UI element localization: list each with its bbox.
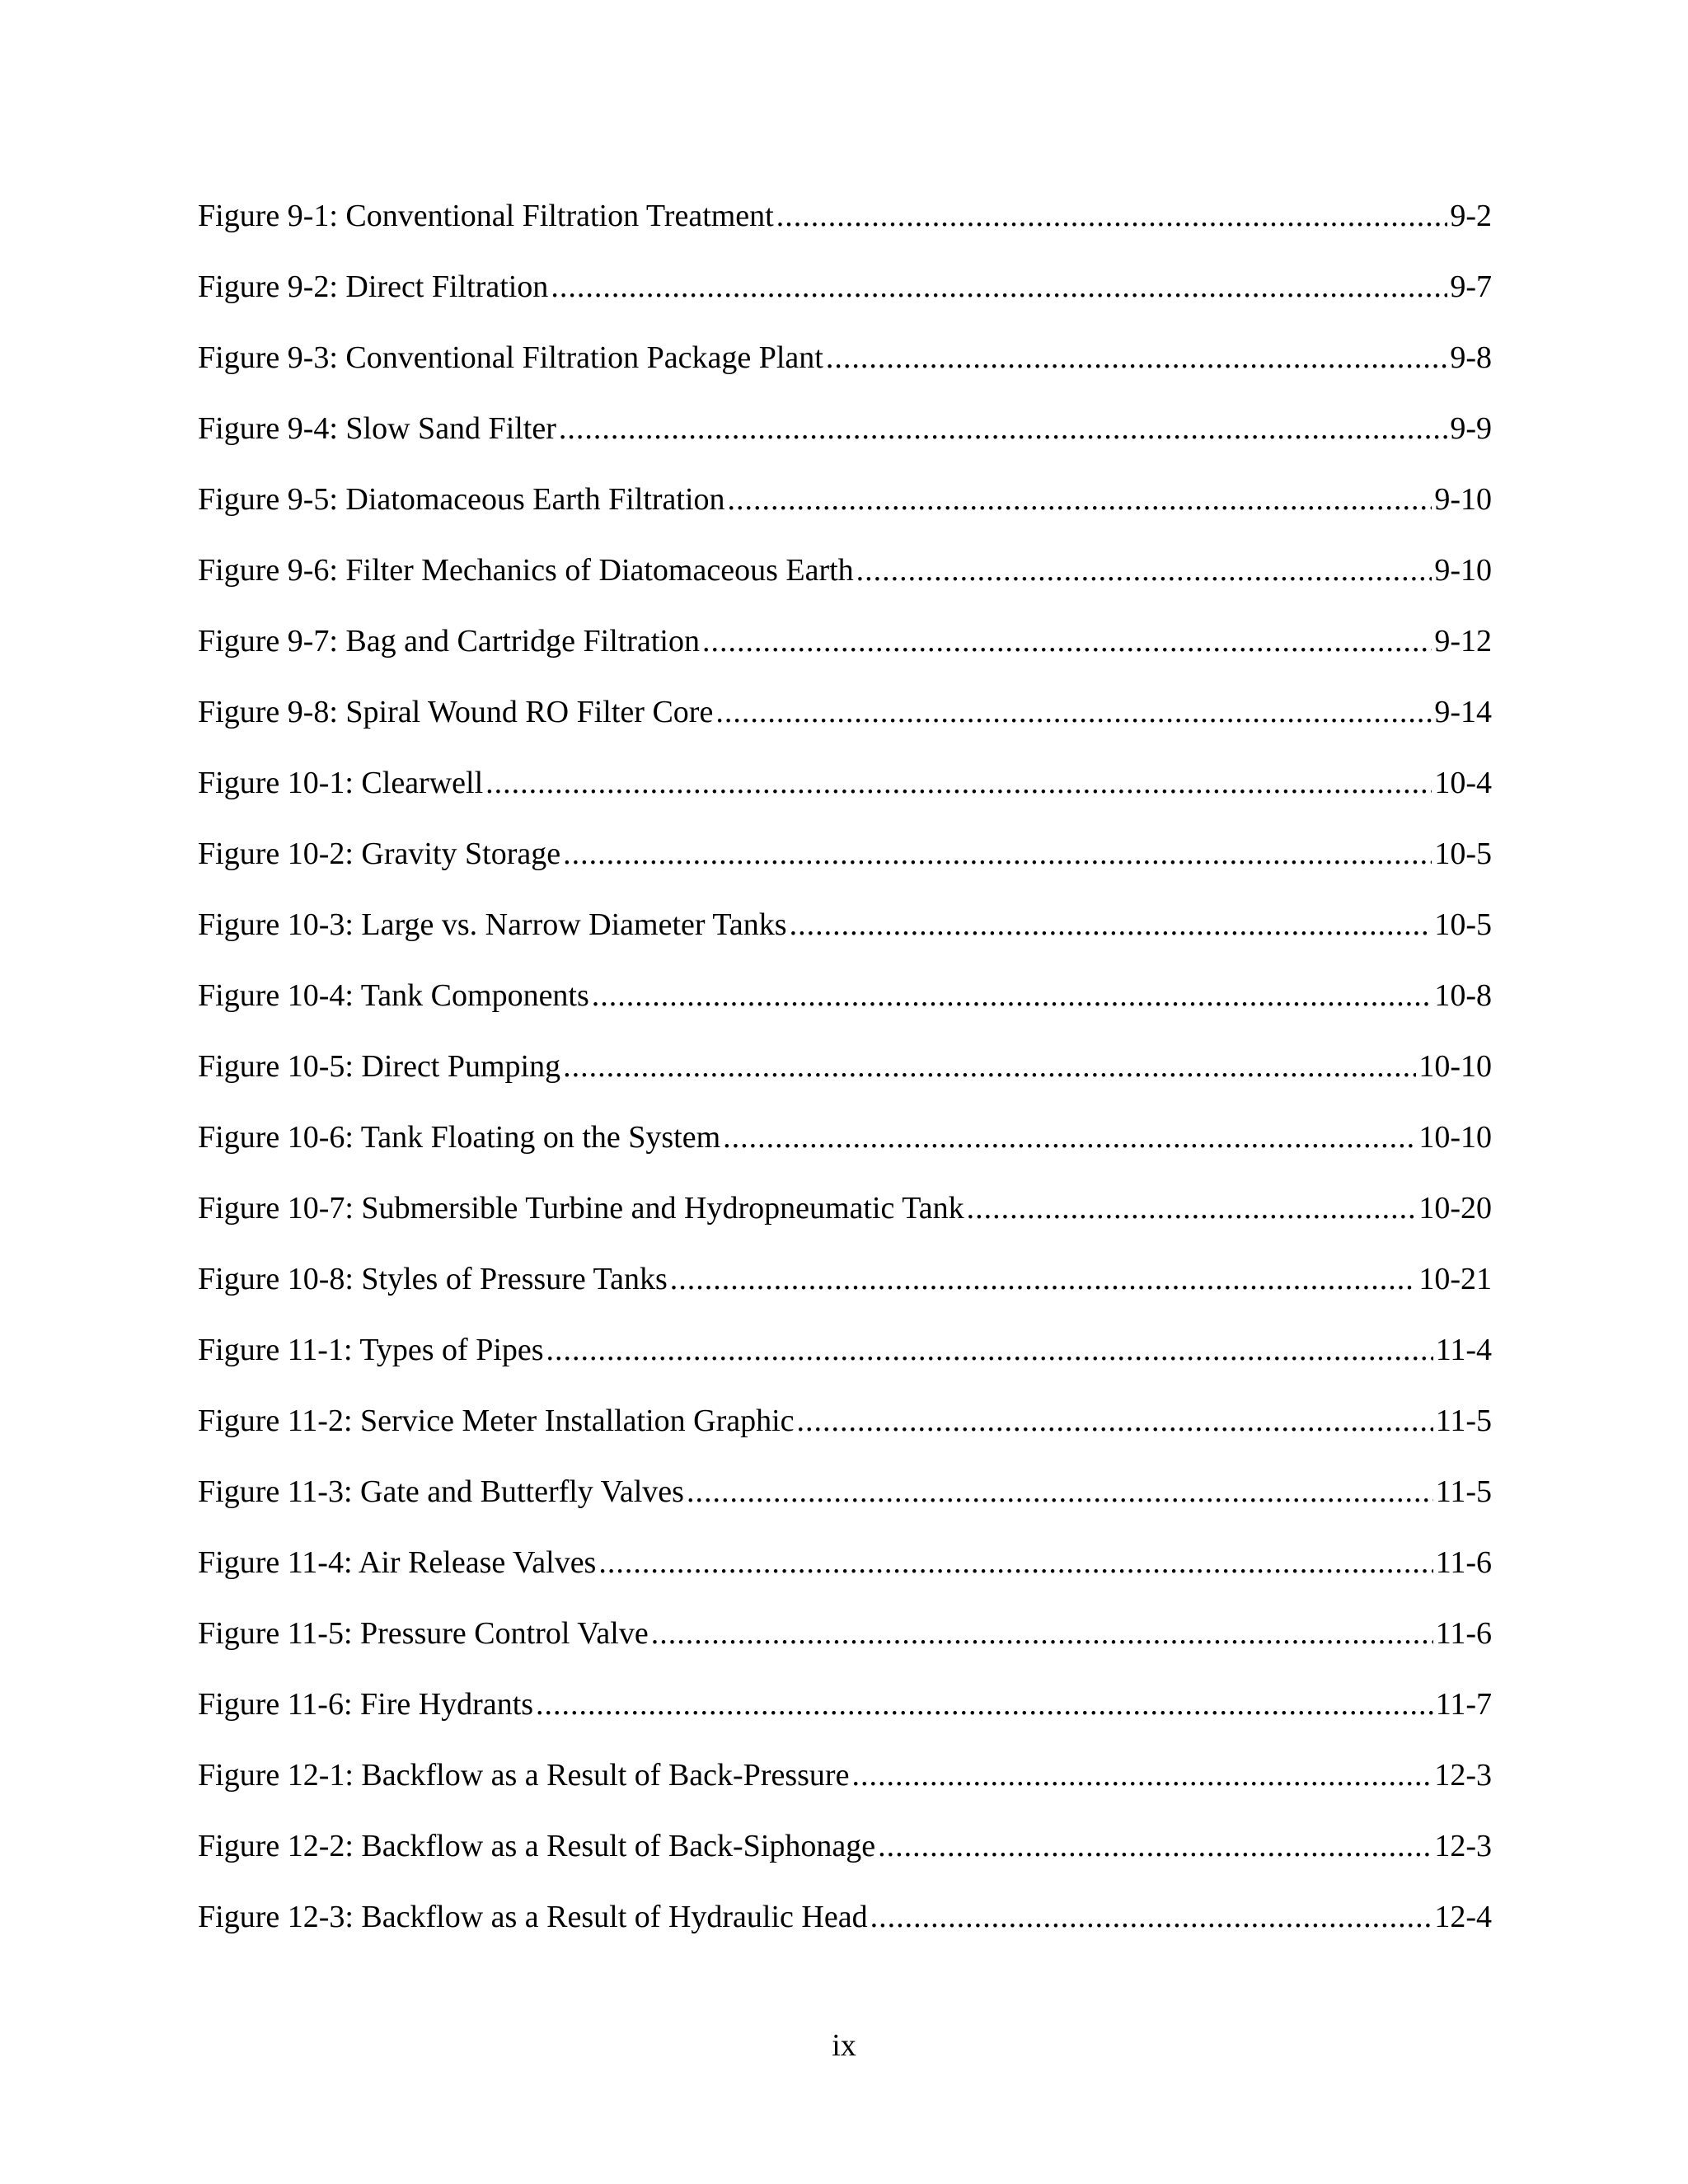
toc-entry bbox=[198, 194, 1492, 265]
toc-entry-page: 9-9 bbox=[1450, 411, 1492, 446]
toc-entry-page: 9-8 bbox=[1450, 340, 1492, 375]
toc-entry-title: Figure 10-7: Submersible Turbine and Hydropneumatic Tank bbox=[198, 1191, 964, 1226]
dot-leader bbox=[723, 1116, 1416, 1159]
toc-entry bbox=[198, 1329, 1492, 1399]
dot-leader bbox=[559, 407, 1447, 450]
toc-entry-title: Figure 11-2: Service Meter Installation Graphic bbox=[198, 1404, 795, 1438]
toc-entry bbox=[198, 336, 1492, 407]
toc-entry bbox=[198, 1612, 1492, 1683]
dot-leader bbox=[851, 1754, 1432, 1797]
toc-entry bbox=[198, 832, 1492, 903]
toc-entry-page: 10-20 bbox=[1418, 1191, 1492, 1226]
dot-leader bbox=[728, 478, 1432, 521]
toc-entry-title: Figure 11-4: Air Release Valves bbox=[198, 1545, 597, 1580]
toc-entry-title: Figure 9-7: Bag and Cartridge Filtration bbox=[198, 624, 700, 658]
toc-entry bbox=[198, 1541, 1492, 1612]
toc-entry-page: 12-3 bbox=[1434, 1829, 1492, 1863]
page-number: ix bbox=[832, 2028, 856, 2063]
toc-entry bbox=[198, 549, 1492, 620]
toc-entry-title: Figure 12-2: Backflow as a Result of Back-Siphonage bbox=[198, 1829, 876, 1863]
toc-entry-page: 9-7 bbox=[1450, 269, 1492, 304]
toc-entry-title: Figure 10-2: Gravity Storage bbox=[198, 837, 561, 871]
toc-entry-page: 12-3 bbox=[1434, 1758, 1492, 1793]
toc-entry-title: Figure 11-3: Gate and Butterfly Valves bbox=[198, 1474, 684, 1509]
dot-leader bbox=[598, 1541, 1432, 1584]
dot-leader bbox=[856, 549, 1432, 592]
toc-entry bbox=[198, 903, 1492, 974]
toc-entry bbox=[198, 478, 1492, 549]
toc-entry bbox=[198, 1896, 1492, 1966]
toc-entry-page: 10-8 bbox=[1434, 978, 1492, 1013]
toc-entry-title: Figure 9-8: Spiral Wound RO Filter Core bbox=[198, 695, 714, 729]
toc-entry bbox=[198, 1470, 1492, 1541]
toc-entry-title: Figure 10-3: Large vs. Narrow Diameter Tanks bbox=[198, 907, 787, 942]
toc-entry-page: 10-4 bbox=[1434, 766, 1492, 800]
toc-entry bbox=[198, 691, 1492, 762]
dot-leader bbox=[536, 1683, 1433, 1726]
toc-entry-title: Figure 10-4: Tank Components bbox=[198, 978, 589, 1013]
dot-leader bbox=[967, 1187, 1417, 1230]
toc-entry-page: 9-14 bbox=[1434, 695, 1492, 729]
dot-leader bbox=[485, 762, 1432, 804]
dot-leader bbox=[870, 1896, 1432, 1938]
dot-leader bbox=[563, 1045, 1416, 1088]
toc-entry bbox=[198, 265, 1492, 336]
dot-leader bbox=[715, 691, 1432, 733]
toc-entry-page: 11-6 bbox=[1435, 1616, 1492, 1651]
dot-leader bbox=[878, 1825, 1432, 1868]
toc-entry-title: Figure 11-5: Pressure Control Valve bbox=[198, 1616, 649, 1651]
toc-entry-title: Figure 12-1: Backflow as a Result of Back-Pressure bbox=[198, 1758, 850, 1793]
dot-leader bbox=[702, 620, 1432, 663]
list-of-figures bbox=[198, 194, 1492, 1966]
toc-entry-title: Figure 9-6: Filter Mechanics of Diatomaceous Earth bbox=[198, 553, 854, 588]
toc-entry bbox=[198, 1399, 1492, 1470]
toc-entry bbox=[198, 974, 1492, 1045]
dot-leader bbox=[687, 1470, 1433, 1513]
dot-leader bbox=[563, 832, 1432, 875]
toc-entry-page: 11-4 bbox=[1435, 1333, 1492, 1367]
dot-leader bbox=[776, 194, 1448, 237]
toc-entry bbox=[198, 1187, 1492, 1258]
toc-entry-page: 10-5 bbox=[1434, 907, 1492, 942]
toc-entry-title: Figure 9-5: Diatomaceous Earth Filtration bbox=[198, 482, 725, 517]
toc-entry-page: 9-12 bbox=[1434, 624, 1492, 658]
toc-entry bbox=[198, 407, 1492, 478]
toc-entry bbox=[198, 1045, 1492, 1116]
dot-leader bbox=[797, 1399, 1433, 1442]
toc-entry bbox=[198, 1825, 1492, 1896]
toc-entry-title: Figure 9-3: Conventional Filtration Package Plant bbox=[198, 340, 823, 375]
toc-entry-page: 9-10 bbox=[1434, 482, 1492, 517]
toc-entry bbox=[198, 1258, 1492, 1329]
toc-entry bbox=[198, 1116, 1492, 1187]
dot-leader bbox=[551, 265, 1447, 308]
toc-entry-page: 10-21 bbox=[1418, 1262, 1492, 1296]
dot-leader bbox=[651, 1612, 1433, 1655]
toc-entry-title: Figure 9-4: Slow Sand Filter bbox=[198, 411, 556, 446]
dot-leader bbox=[592, 974, 1432, 1017]
toc-entry bbox=[198, 762, 1492, 832]
dot-leader bbox=[826, 336, 1448, 379]
toc-entry-title: Figure 12-3: Backflow as a Result of Hydraulic Head bbox=[198, 1900, 868, 1934]
toc-entry-title: Figure 9-1: Conventional Filtration Treatment bbox=[198, 199, 774, 233]
toc-entry-title: Figure 10-1: Clearwell bbox=[198, 766, 484, 800]
toc-entry-page: 12-4 bbox=[1434, 1900, 1492, 1934]
toc-entry-page: 9-2 bbox=[1450, 199, 1492, 233]
toc-entry-page: 11-6 bbox=[1435, 1545, 1492, 1580]
toc-entry-page: 11-7 bbox=[1435, 1687, 1492, 1722]
toc-entry-title: Figure 10-6: Tank Floating on the System bbox=[198, 1120, 721, 1155]
toc-entry bbox=[198, 1754, 1492, 1825]
toc-entry bbox=[198, 620, 1492, 691]
toc-entry-title: Figure 11-1: Types of Pipes bbox=[198, 1333, 544, 1367]
toc-entry-page: 11-5 bbox=[1435, 1474, 1492, 1509]
toc-entry-title: Figure 10-5: Direct Pumping bbox=[198, 1049, 561, 1084]
toc-entry-title: Figure 9-2: Direct Filtration bbox=[198, 269, 549, 304]
toc-entry-page: 10-10 bbox=[1418, 1120, 1492, 1155]
toc-entry bbox=[198, 1683, 1492, 1754]
toc-entry-page: 9-10 bbox=[1434, 553, 1492, 588]
toc-entry-page: 10-10 bbox=[1418, 1049, 1492, 1084]
toc-entry-title: Figure 10-8: Styles of Pressure Tanks bbox=[198, 1262, 668, 1296]
dot-leader bbox=[670, 1258, 1417, 1301]
dot-leader bbox=[790, 903, 1432, 946]
toc-entry-title: Figure 11-6: Fire Hydrants bbox=[198, 1687, 534, 1722]
toc-entry-page: 10-5 bbox=[1434, 837, 1492, 871]
toc-entry-page: 11-5 bbox=[1435, 1404, 1492, 1438]
dot-leader bbox=[546, 1329, 1433, 1371]
